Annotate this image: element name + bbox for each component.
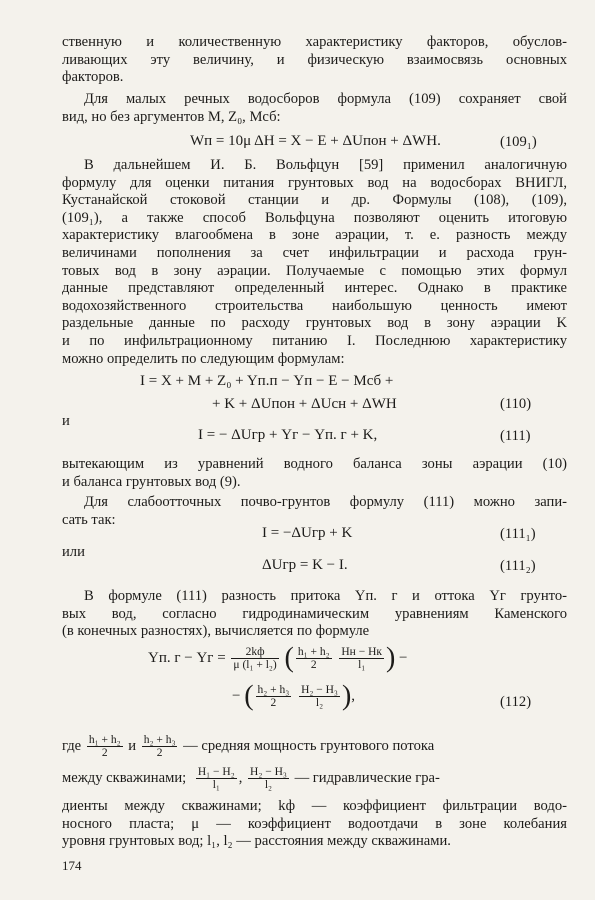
fraction: $\frac{\text{h₂ + h₃}}{2}$ [143,734,176,759]
formula-number: (112) [500,694,532,710]
text-line: ственную и количественную характеристику факторов, обуслов- [62,34,567,50]
paragraph-volftsun [62,157,567,368]
text-line: (в конечных разностях), вычисляется по формуле [62,623,370,640]
paragraph-weak-outflow [62,494,567,529]
fraction: $\frac{\text{h₁ + h₂}}{2}$ [297,646,330,671]
text-line: Кустанайской стоковой станции и др. Формулы (108), (109), [62,192,567,209]
fraction: $\frac{2kф}{\text{μ (l₁ + l₂)}}$ [233,646,277,671]
paragraph-balance-refs [62,456,567,491]
formula-112-line2: − ( $\frac{\text{h₂ + h₃}}{2}$ $\frac{\text{H₂ − H₃}}{\text{l₂}}$ ), [232,680,356,712]
text-line: раздельные данные по расходу грунтовых вод в зону аэрации K [62,315,567,332]
formula-111-1: I = −ΔUгр + K [262,525,353,541]
text-line: носного пласта; μ — коэффициент водоотдачи в зоне колебания [62,815,567,832]
text-line: Для малых речных водосборов формула (109) сохраняет свой [84,91,567,107]
text-line: товых вод в зону аэрации. Получаемые с помощью этих формул [62,262,567,279]
fraction: $\frac{\text{h₂ + h₃}}{2}$ [257,684,290,709]
formula-number: (111₂) [500,558,536,574]
text-line: вых вод, согласно гидродинамическим уравнениям Каменского [62,605,567,622]
text-line: и по инфильтрационному питанию I. Последнюю характеристику [62,332,567,349]
text-line: вид, но без аргументов M, Z₀, Mсб: [62,108,281,125]
formula-number: (109₁) [500,134,537,150]
paragraph-continuation [62,34,567,87]
fraction: $\frac{Hн - Hк}{\text{l₁}}$ [341,646,382,671]
text-line: ливающих эту величину, и физическую взаимосвязь основных [62,51,567,68]
text-line-gradients: между скважинами; $\frac{\text{H₁ − H₂}}{\text{l₁}}$ , $\frac{\text{H₂ − H₃}}{\text{l₂}}$ — гидравлические гра- [62,766,440,791]
text-line: водохозяйственного строительства наибольшую ценность имеют [62,297,567,314]
formula-number: (111) [500,428,531,444]
conjunction-and: и [62,413,70,429]
fraction: $\frac{\text{H₂ − H₃}}{\text{l₂}}$ [250,766,287,791]
text-line: диенты между скважинами; kф — коэффициент фильтрации водо- [62,798,567,814]
formula-111-2: ΔUгр = K − I. [262,557,348,573]
paragraph-definitions [62,798,567,851]
paragraph-small-basins [62,91,567,126]
formula-number: (111₁) [500,526,536,542]
text-line: можно определить по следующим формулам: [62,350,345,367]
text-line: сать так: [62,511,116,528]
text-line: факторов. [62,69,124,86]
formula-lhs: Yп. г − Yг = [148,649,226,666]
text-line-where: где $\frac{\text{h₁ + h₂}}{2}$ и $\frac{\text{h₂ + h₃}}{2}$ — средняя мощность грунтового потока [62,734,435,759]
text-line: величинами пополнения за счет инфильтрации и расхода грун- [62,244,567,261]
text-line: вытекающим из уравнений водного баланса зоны аэрации (10) [62,456,567,472]
page-number: 174 [62,858,82,873]
conjunction-or: или [62,544,85,560]
text-line: данные представляют определенный интерес. Однако в практике [62,280,567,297]
fraction: $\frac{\text{H₂ − H₃}}{\text{l₂}}$ [301,684,338,709]
text-line: В дальнейшем И. Б. Вольфцун [59] применил аналогичную [84,157,567,173]
fraction: $\frac{\text{H₁ − H₂}}{\text{l₁}}$ [197,766,235,791]
text-line: Для слабоотточных почво-грунтов формулу (111) можно запи- [84,494,567,510]
text-line: (109₁), а также способ Вольфцуна позволяют оценить итоговую [62,209,567,226]
formula-111: I = − ΔUгр + Yг − Yп. г + K, [198,427,378,443]
formula-110-line2: + K + ΔUпон + ΔUсн + ΔWH [212,396,397,412]
formula-number: (110) [500,396,532,412]
formula-110-line1: I = X + M + Z₀ + Yп.п − Yп − E − Mсб + [140,373,394,389]
text-line: уровня грунтовых вод; l₁, l₂ — расстояния между скважинами. [62,833,451,850]
paragraph-kamensky [62,588,567,641]
text-line: В формуле (111) разность притока Yп. г и оттока Yг грунто- [84,588,567,604]
fraction: $\frac{\text{h₁ + h₂}}{2}$ [88,734,121,759]
formula-109-1: Wп = 10μ ΔH = X − E + ΔUпон + ΔWH. [190,133,441,149]
formula-112-line1: Yп. г − Yг = $\frac{2kф}{\text{μ (l₁ + l₂)}}$ ( $\frac{\text{h₁ + h₂}}{2}$ $\frac{Hн - Hк}{\text{l₁}}$ ) − [148,642,408,674]
text-line: формулу для оценки питания грунтовых вод на водосборах ВНИГЛ, [62,174,567,191]
text-line: характеристику влагообмена в зоне аэрации, т. е. разность между [62,227,567,244]
text-line: и баланса грунтовых вод (9). [62,473,241,490]
